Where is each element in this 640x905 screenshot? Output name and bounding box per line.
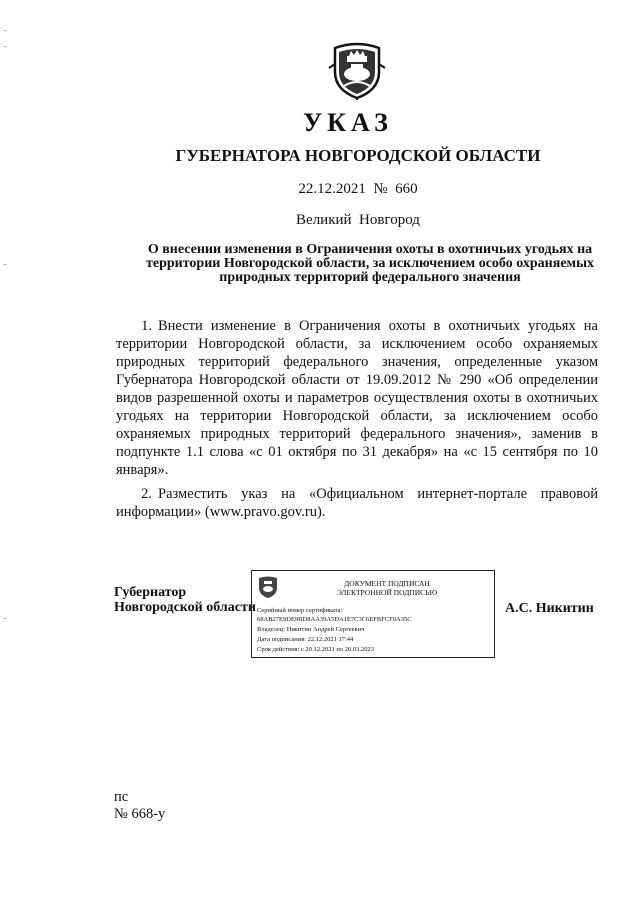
heading-line: территории Новгородской области, за исключением особо охраняемых: [145, 256, 594, 271]
paragraph-number: 1.: [141, 318, 152, 334]
coat-of-arms-icon: [327, 42, 387, 100]
footer-line: пс: [114, 789, 129, 805]
signatory-position: [114, 585, 256, 615]
stamp-serial-label: Серийный номер сертификата:: [257, 607, 343, 614]
document-number: 660: [395, 181, 418, 197]
document-heading: [100, 243, 640, 285]
document-date: 22.12.2021: [298, 181, 366, 197]
paragraph-text: Разместить указ на «Официальном интернет-портале правовой информации» (www.pravo.gov.ru).: [116, 486, 598, 520]
footer-line: № 668-у: [114, 806, 166, 822]
stamp-serial: 68AB27E9DE9BD8AA39A5DA1E7C3C6EFBFCF0A35C: [257, 616, 412, 623]
stamp-title: [282, 579, 492, 597]
paragraph-1: [116, 317, 598, 479]
date-number-line: [38, 181, 640, 198]
position-line: Новгородской области: [114, 600, 256, 615]
e-signature-stamp: [251, 570, 495, 658]
margin-mark: [4, 30, 6, 31]
heading-line: природных территорий федерального значения: [219, 270, 521, 285]
margin-mark: [4, 46, 6, 47]
margin-mark: [4, 618, 6, 619]
stamp-signed-date: Дата подписания: 22.12.2021 17:44: [257, 636, 354, 643]
signer-name: А.С. Никитин: [505, 601, 594, 616]
number-sign: №: [373, 181, 388, 197]
document-title: УКАЗ: [303, 108, 393, 137]
paragraph-2: [116, 485, 598, 521]
paragraph-number: 2.: [141, 486, 152, 502]
stamp-coat-of-arms-icon: [257, 575, 279, 599]
stamp-validity: Срок действия: с 20.12.2021 по 20.03.2023: [257, 646, 374, 653]
stamp-title-line: ЭЛЕКТРОННОЙ ПОДПИСЬЮ: [336, 588, 438, 597]
margin-mark: [4, 264, 6, 265]
city: Великий Новгород: [296, 212, 420, 228]
heading-line: О внесении изменения в Ограничения охоты в охотничьих угодьях на: [147, 242, 593, 257]
position-line: Губернатор: [114, 585, 187, 600]
footer-note: [114, 789, 165, 823]
paragraph-text: Внести изменение в Ограничения охоты в охотничьих угодьях на территории Новгородской области, за исключением особо охраняемых природных территорий федерального значения, определенные указом Губернатора Новгородской области от 19.09.2012 № 290 «Об определении видов разрешенной охоты и параметров осуществления охоты в охотничьих угодьях на территории Новгородской области, за исключением особо охраняемых природных территорий федерального значения», заменив в подпункте 1.1 слова «с 01 октября по 31 декабря» на «с 15 сентября по 10 января».: [116, 318, 598, 478]
stamp-owner: Владелец: Никитин Андрей Сергеевич: [257, 626, 365, 633]
stamp-title-line: ДОКУМЕНТ ПОДПИСАН: [344, 579, 430, 588]
document-subtitle: ГУБЕРНАТОРА НОВГОРОДСКОЙ ОБЛАСТИ: [175, 146, 541, 165]
